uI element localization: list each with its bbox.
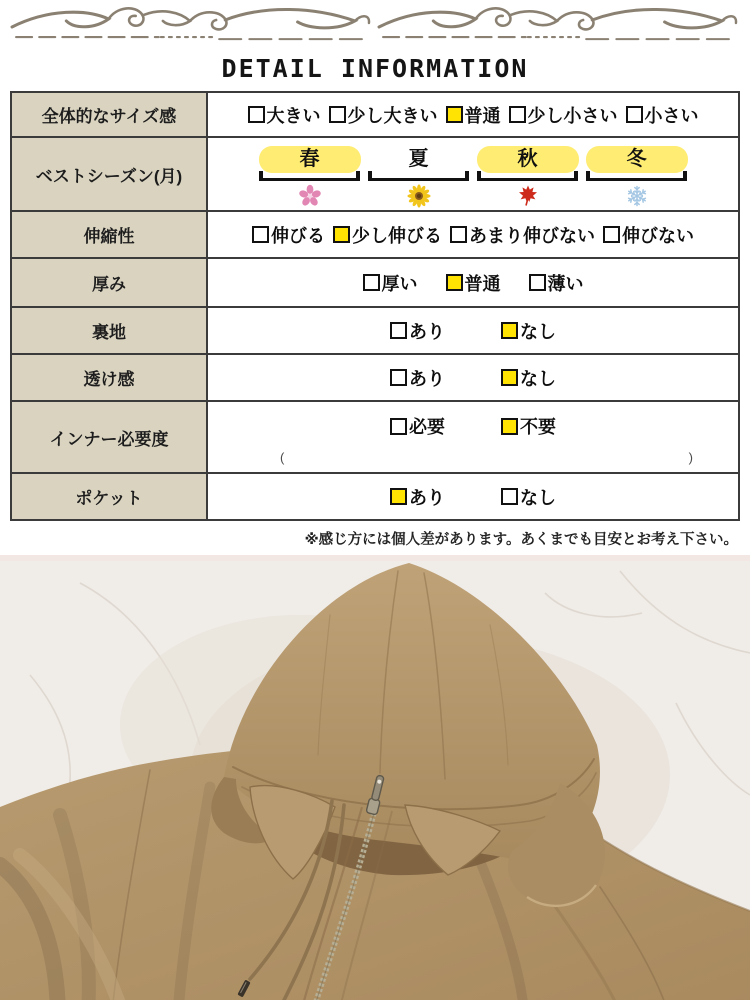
table-row-pocket	[12, 472, 738, 519]
season-winter	[586, 146, 688, 208]
page-title: DETAIL INFORMATION	[221, 54, 529, 83]
season-pill: 春	[259, 146, 361, 173]
option: あり	[390, 318, 445, 344]
table-row-lining	[12, 306, 738, 353]
paren-close: )	[688, 450, 693, 465]
row-label: 全体的なサイズ感	[12, 93, 208, 136]
checkbox-icon	[501, 418, 518, 435]
option: 少し大きい	[329, 102, 438, 128]
checkbox-icon	[603, 226, 620, 243]
table-row-sheerness	[12, 353, 738, 400]
option: 不要	[501, 413, 556, 439]
season-autumn	[477, 146, 579, 208]
bracket-underline	[259, 171, 361, 181]
option: なし	[501, 365, 556, 391]
bracket-underline	[586, 171, 688, 181]
checkbox-icon	[501, 488, 518, 505]
option: 少し伸びる	[333, 222, 442, 248]
checkbox-icon	[390, 488, 407, 505]
detail-information-table	[10, 91, 740, 521]
decorative-scroll-ornament	[0, 0, 750, 52]
table-row-overall-size	[12, 93, 738, 136]
paren-open: (	[280, 450, 285, 465]
season-strip	[259, 140, 688, 208]
bracket-underline	[368, 171, 470, 181]
row-label: インナー必要度	[12, 402, 208, 472]
stretch-options	[248, 222, 698, 248]
scroll-flourish-icon	[8, 2, 742, 48]
option: なし	[501, 318, 556, 344]
product-photo-hooded-jacket	[0, 555, 750, 1000]
option: 伸びない	[603, 222, 694, 248]
checkbox-icon	[329, 106, 346, 123]
season-pill: 夏	[408, 148, 429, 170]
lining-options	[362, 318, 584, 344]
row-label: 厚み	[12, 259, 208, 306]
option: 薄い	[529, 270, 584, 296]
option: なし	[501, 484, 556, 510]
season-pill: 秋	[477, 146, 579, 173]
season-summer	[368, 146, 470, 208]
option: 少し小さい	[509, 102, 618, 128]
checkbox-icon	[390, 418, 407, 435]
option: 必要	[390, 413, 445, 439]
season-spring	[259, 146, 361, 208]
thickness-options	[349, 270, 598, 296]
sakura-icon	[298, 184, 322, 208]
season-pill: 冬	[586, 146, 688, 173]
option: 小さい	[626, 102, 699, 128]
table-row-stretch	[12, 210, 738, 257]
table-row-best-season	[12, 136, 738, 210]
option: 厚い	[363, 270, 418, 296]
table-row-thickness	[12, 257, 738, 306]
checkbox-icon	[501, 322, 518, 339]
checkbox-icon	[529, 274, 546, 291]
inner-need-options	[208, 402, 738, 450]
checkbox-icon	[626, 106, 643, 123]
snowflake-icon	[625, 184, 649, 208]
checkbox-icon	[252, 226, 269, 243]
table-row-inner-need	[12, 400, 738, 472]
checkbox-icon	[450, 226, 467, 243]
checkbox-icon	[446, 106, 463, 123]
option: あまり伸びない	[450, 222, 595, 248]
row-label: ベストシーズン(月)	[12, 138, 208, 210]
checkbox-icon	[363, 274, 380, 291]
checkbox-icon	[390, 369, 407, 386]
disclaimer-note: ※感じ方には個人差があります。あくまでも目安とお考え下さい。	[304, 532, 738, 548]
checkbox-icon	[509, 106, 526, 123]
option: 大きい	[248, 102, 321, 128]
jacket-photo-illustration	[0, 555, 750, 1000]
option: あり	[390, 484, 445, 510]
option: あり	[390, 365, 445, 391]
sunflower-icon	[407, 184, 431, 208]
empty-note-parentheses	[208, 450, 738, 472]
checkbox-icon	[248, 106, 265, 123]
option: 伸びる	[252, 222, 325, 248]
row-label: 伸縮性	[12, 212, 208, 257]
option: 普通	[446, 270, 501, 296]
bracket-underline	[477, 171, 579, 181]
row-label: 裏地	[12, 308, 208, 353]
option: 普通	[446, 102, 501, 128]
maple-leaf-icon	[516, 184, 540, 208]
size-options	[244, 102, 703, 128]
checkbox-icon	[446, 274, 463, 291]
row-label: 透け感	[12, 355, 208, 400]
pocket-options	[362, 484, 584, 510]
row-label: ポケット	[12, 474, 208, 519]
checkbox-icon	[333, 226, 350, 243]
sheerness-options	[362, 365, 584, 391]
checkbox-icon	[501, 369, 518, 386]
checkbox-icon	[390, 322, 407, 339]
